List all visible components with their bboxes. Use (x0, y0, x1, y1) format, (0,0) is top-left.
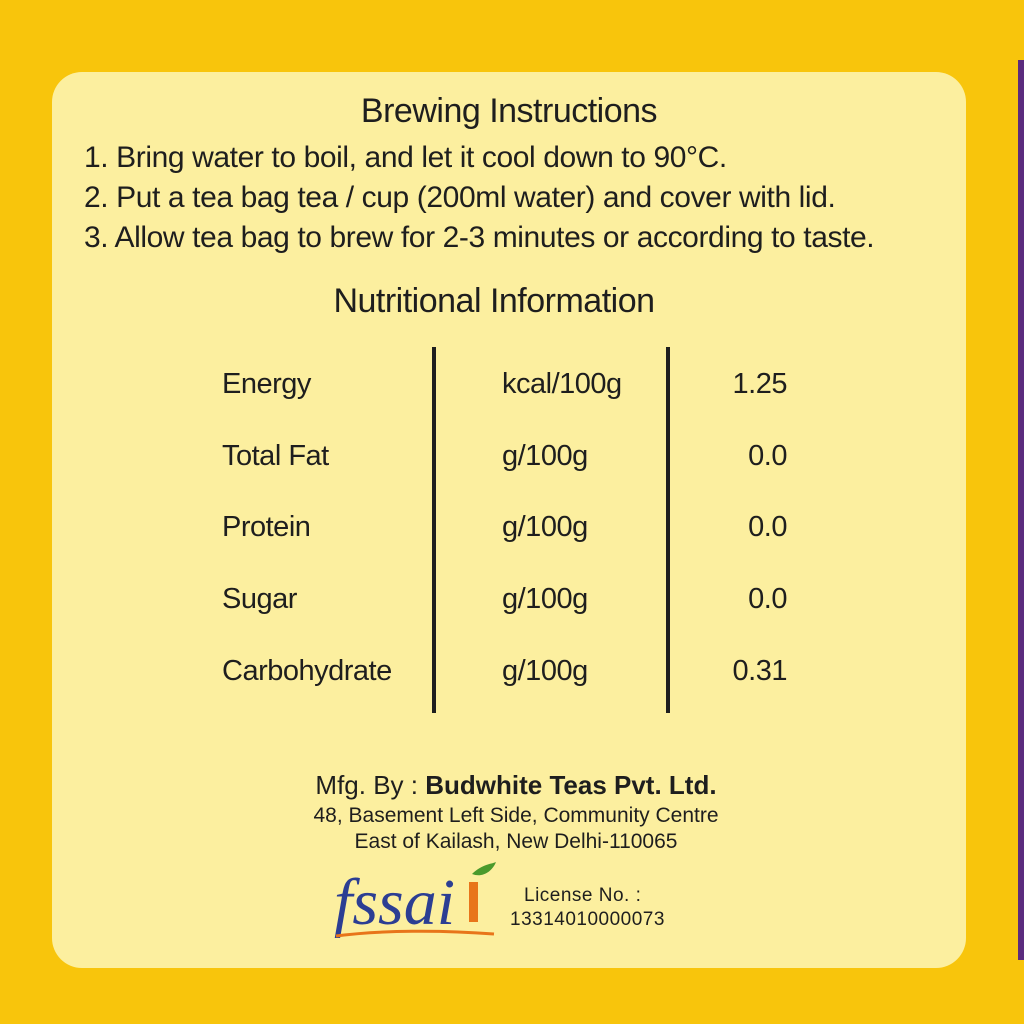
brewing-steps-list (84, 138, 874, 258)
manufacturer-address-line1: 48, Basement Left Side, Community Centre (313, 804, 719, 827)
nutrient-value: 1.25 (732, 368, 787, 400)
purple-edge-strip (1018, 60, 1024, 960)
brewing-instructions-title: Brewing Instructions (360, 92, 658, 130)
nutrient-name: Carbohydrate (222, 655, 392, 687)
brewing-step: 2. Put a tea bag tea / cup (200ml water) and cover with lid. (84, 181, 836, 214)
nutrient-unit: kcal/100g (502, 368, 622, 400)
nutrient-unit: g/100g (502, 440, 588, 472)
fssai-logo-text: fssai (334, 866, 456, 939)
nutrition-row-protein (222, 511, 802, 551)
brewing-step: 1. Bring water to boil, and let it cool down to 90°C. (84, 141, 727, 174)
nutrient-value: 0.0 (748, 440, 787, 472)
nutrient-value: 0.0 (748, 583, 787, 615)
nutrient-value: 0.31 (732, 655, 787, 687)
fssai-logo (332, 860, 498, 944)
nutrient-name: Protein (222, 511, 311, 543)
license-label: License No. : (524, 885, 642, 906)
nutrition-row-sugar (222, 583, 802, 623)
info-panel (52, 72, 966, 968)
nutrient-value: 0.0 (748, 511, 787, 543)
license-block (510, 884, 665, 932)
logo-accent-bar (469, 882, 478, 922)
nutrition-row-carbohydrate (222, 655, 802, 695)
manufacturer-address-line2: East of Kailash, New Delhi-110065 (354, 830, 678, 853)
nutrient-unit: g/100g (502, 583, 588, 615)
nutritional-information-title: Nutritional Information (333, 282, 655, 320)
nutrient-name: Sugar (222, 583, 297, 615)
nutrient-unit: g/100g (502, 511, 588, 543)
brewing-step: 3. Allow tea bag to brew for 2-3 minutes or according to taste. (84, 221, 875, 254)
nutrient-name: Total Fat (222, 440, 329, 472)
license-number: 13314010000073 (510, 909, 665, 930)
manufacturer-line (52, 770, 966, 801)
nutrient-unit: g/100g (502, 655, 588, 687)
nutrition-row-energy (222, 368, 802, 408)
nutrition-row-total-fat (222, 440, 802, 480)
leaf-icon (472, 862, 496, 875)
nutrition-table (222, 352, 802, 712)
nutrient-name: Energy (222, 368, 311, 400)
manufacturer-prefix: Mfg. By : (315, 770, 426, 800)
manufacturer-name: Budwhite Teas Pvt. Ltd. (425, 770, 717, 800)
